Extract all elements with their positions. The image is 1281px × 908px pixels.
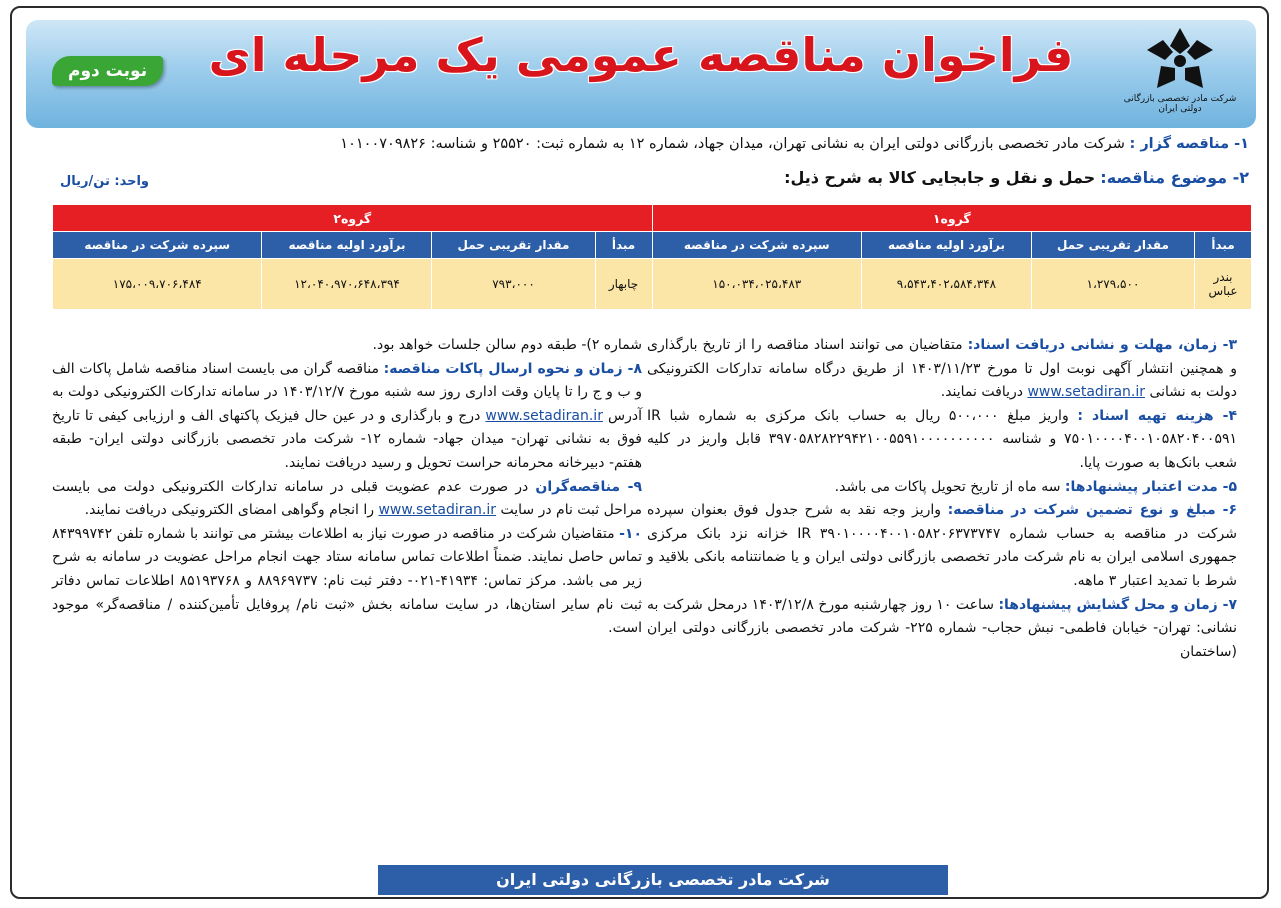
- round-badge: نوبت دوم: [52, 56, 163, 86]
- section-1: [340, 136, 1249, 152]
- clause-9: ۹- مناقصه‌گران در صورت عدم عضویت قبلی در سامانه تدارکات الکترونیکی دولت می بایست مراحل ثبت نام در سایت www.setadiran.ir را انجام وگواهی امضای الکترونیکی دریافت نمایند.: [52, 478, 642, 519]
- column-header: سپرده شرکت در مناقصه: [652, 232, 861, 259]
- company-logo: [1120, 26, 1240, 122]
- section-1-heading: ۱- مناقصه گزار :: [1129, 136, 1249, 152]
- table-cell: ۷۹۳،۰۰۰: [432, 259, 595, 310]
- table-cell: ۱۷۵،۰۰۹،۷۰۶،۴۸۴: [53, 259, 262, 310]
- groups-table: [52, 204, 1252, 310]
- header-banner: [26, 20, 1256, 128]
- table-cell: بندر عباس: [1195, 259, 1252, 310]
- clause-7-continued: شماره ۲)- طبقه دوم سالن جلسات خواهد بود.: [372, 337, 642, 353]
- clause-6: ۶- مبلغ و نوع تضمین شرکت در مناقصه: واریز وجه نقد به شرح جدول فوق بعنوان سپرده شرکت در مناقصه به حساب شماره IR ۳۹۰۱۰۰۰۰۴۰۰۱۰۵۸۲۰۶۳۷۳۷۴۷ خزانه نزد بانک مرکزی جمهوری اسلامی ایران به نام شرکت مادر تخصصی بازرگانی دولتی ایران و یا ضمانتنامه بانکی بلاقید و شرط با تمدید اعتبار ۳ ماهه.: [647, 502, 1238, 589]
- clause-10: ۱۰- متقاضیان شرکت در مناقصه در صورت نیاز به اطلاعات بیشتر می توانند با شماره تلفن ۸۴۳۹۹۷۴۲ تماس حاصل نمایند. ضمناً اطلاعات تماس سامانه ستاد جهت انجام مراحل عضویت در سامانه به شرح زیر می باشد. مرکز تماس: ۴۱۹۳۴-۰۲۱- دفتر ثبت نام: ۸۸۹۶۹۷۳۷ و ۸۵۱۹۳۷۶۸ اطلاعات تماس دفاتر ثبت نام سایر استان‌ها، در سایت سامانه بخش «ثبت نام/ پروفایل تأمین‌کننده / مناقصه‌گر» موجود است.: [52, 525, 643, 637]
- footer-bar: شرکت مادر تخصصی بازرگانی دولتی ایران: [378, 865, 948, 895]
- setadiran-link[interactable]: www.setadiran.ir: [378, 502, 497, 519]
- column-header: سپرده شرکت در مناقصه: [53, 232, 262, 259]
- group-2-title: گروه۲: [53, 205, 653, 232]
- section-2-heading: ۲- موضوع مناقصه:: [1100, 168, 1249, 187]
- clause-5: ۵- مدت اعتبار پیشنهادها: سه ماه از تاریخ تحویل پاکات می باشد.: [834, 478, 1237, 495]
- clause-3: ۳- زمان، مهلت و نشانی دریافت اسناد: متقاضیان می توانند اسناد مناقصه را از تاریخ بارگذاری و همچنین انتشار آگهی نوبت اول تا مورخ ۱۴۰۳/۱۱/۲۳ از طریق درگاه سامانه تدارکات الکترونیکی دولت به نشانی www.setadiran.ir دریافت نمایند.: [647, 337, 1237, 401]
- setadiran-link[interactable]: www.setadiran.ir: [485, 407, 603, 424]
- table-cell: ۹،۵۴۳،۴۰۲،۵۸۴،۳۴۸: [861, 259, 1031, 310]
- column-header: مقدار تقریبی حمل: [1031, 232, 1194, 259]
- column-header: برآورد اولیه مناقصه: [861, 232, 1031, 259]
- column-header: مقدار تقریبی حمل: [432, 232, 595, 259]
- table-cell: چابهار: [595, 259, 652, 310]
- section-2-text: حمل و نقل و جابجایی کالا به شرح ذیل:: [784, 168, 1096, 187]
- column-header: مبدأ: [1195, 232, 1252, 259]
- unit-label: واحد: تن/ریال: [60, 174, 149, 189]
- group-1-title: گروه۱: [652, 205, 1251, 232]
- logo-star-icon: [1145, 26, 1215, 92]
- logo-caption: شرکت مادر تخصصی بازرگانی دولتی ایران: [1123, 94, 1237, 114]
- page-title: فراخوان مناقصه عمومی یک مرحله ای: [208, 28, 1074, 82]
- setadiran-link[interactable]: www.setadiran.ir: [1027, 384, 1146, 401]
- table-cell: ۱۲،۰۴۰،۹۷۰،۶۴۸،۳۹۴: [262, 259, 432, 310]
- right-column: [647, 334, 1237, 664]
- section-1-text: شرکت مادر تخصصی بازرگانی دولتی ایران به نشانی تهران، میدان جهاد، شماره ۱۲ به شماره ثبت: ۲۵۵۲۰ و شناسه: ۱۰۱۰۰۷۰۹۸۲۶: [340, 136, 1125, 152]
- clause-8: ۸- زمان و نحوه ارسال پاکات مناقصه: مناقصه گران می بایست اسناد مناقصه شامل پاکات الف و ب و ج را تا پایان وقت اداری روز سه شنبه مورخ ۱۴۰۳/۱۲/۷ در سامانه تدارکات الکترونیکی دولت به آدرس www.setadiran.ir درج و بارگذاری و در عین حال فیزیک پاکتهای الف و ارزیابی کیفی تا تاریخ فوق به نشانی تهران- میدان جهاد- شماره ۱۲- شرکت مادر تخصصی بازرگانی دولتی ایران- طبقه هفتم- دبیرخانه محرمانه حراست تحویل و رسید دریافت نمایند.: [52, 360, 642, 471]
- clause-7: ۷- زمان و محل گشایش پیشنهادها: ساعت ۱۰ روز چهارشنبه مورخ ۱۴۰۳/۱۲/۸ درمحل شرکت به نشانی: تهران- خیابان فاطمی- نبش حجاب- شماره ۲۲۵- شرکت مادر تخصصی بازرگانی دولتی ایران (ساختمان: [647, 596, 1237, 660]
- table-cell: ۱،۲۷۹،۵۰۰: [1031, 259, 1194, 310]
- left-column: [52, 334, 642, 641]
- column-header: مبدأ: [595, 232, 652, 259]
- tender-notice: [10, 6, 1269, 899]
- clause-4: ۴- هزینه تهیه اسناد : واریز مبلغ ۵۰۰،۰۰۰ ریال به حساب بانک مرکزی به شماره شبا IR ۷۵۰۱۰۰۰۰۴۰۰۱۰۵۸۲۰۴۰۰۵۹۱ و شناسه ۳۹۷۰۵۸۲۸۲۲۹۴۲۱۰۰۵۵۹۱۰۰۰۰۰۰۰۰۰۰ قابل واریز در کلیه شعب بانک‌ها به صورت پایا.: [647, 407, 1237, 471]
- table-cell: ۱۵۰،۰۳۴،۰۲۵،۴۸۳: [652, 259, 861, 310]
- section-2: [784, 168, 1249, 187]
- column-header: برآورد اولیه مناقصه: [262, 232, 432, 259]
